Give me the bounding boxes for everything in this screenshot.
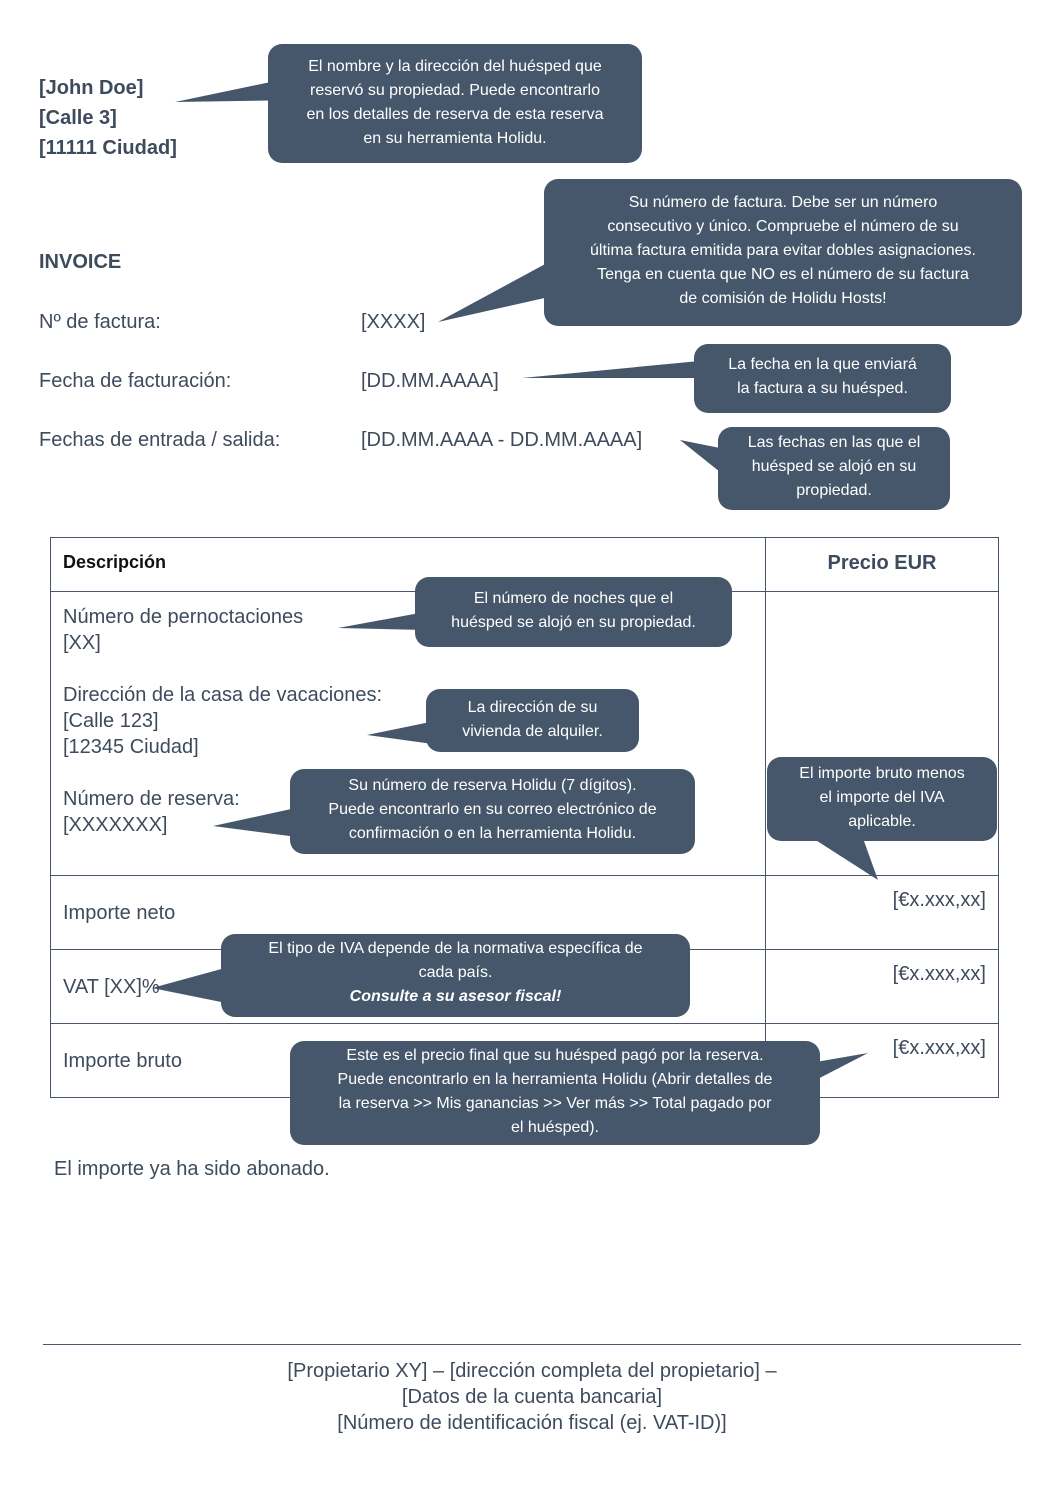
guest-address <box>39 73 177 163</box>
footer-bank: [Datos de la cuenta bancaria] <box>401 1386 663 1408</box>
net-value: [€x.xxx,xx] <box>892 889 986 911</box>
callout-line: El importe bruto menos <box>799 765 965 782</box>
callout-address <box>426 689 639 752</box>
nights-label: Número de pernoctaciones <box>63 606 304 628</box>
callout-line: la factura a su huésped. <box>737 380 908 397</box>
footer-tax-id: [Número de identificación fiscal (ej. VAT-ID)] <box>337 1412 727 1434</box>
callout-line: última factura emitida para evitar dobles asignaciones. <box>590 242 976 259</box>
callout-line: de comisión de Holidu Hosts! <box>679 290 887 307</box>
callout-line: vivienda de alquiler. <box>462 723 603 740</box>
gross-value: [€x.xxx,xx] <box>892 1037 986 1059</box>
address-city: [12345 Ciudad] <box>63 736 199 758</box>
table-border-left <box>50 537 51 1098</box>
callout-line: en los detalles de reserva de esta reserva <box>306 106 604 123</box>
booking-block <box>63 786 240 838</box>
guest-city: [11111 Ciudad] <box>39 137 177 159</box>
stay-dates-label: Fechas de entrada / salida: <box>39 429 281 451</box>
footer <box>0 1358 1064 1436</box>
booking-label: Número de reserva: <box>63 788 240 810</box>
callout-line: en su herramienta Holidu. <box>363 130 547 147</box>
callout-line: El número de noches que el <box>473 590 674 607</box>
callout-vat <box>221 934 690 1017</box>
nights-value: [XX] <box>63 632 101 654</box>
net-label: Importe neto <box>63 902 176 924</box>
callout-nights <box>415 577 732 647</box>
callout-line: la reserva >> Mis ganancias >> Ver más >> Total pagado por <box>338 1095 772 1112</box>
callout-line: reservó su propiedad. Puede encontrarlo <box>310 82 600 99</box>
callout-line: La fecha en la que enviará <box>728 356 917 373</box>
gross-label: Importe bruto <box>63 1050 182 1072</box>
callout-invoice-date <box>694 344 951 413</box>
callout-line: El tipo de IVA depende de la normativa específica de <box>268 940 643 957</box>
address-block <box>63 682 382 760</box>
vat-label: VAT [XX]% <box>63 976 160 998</box>
callout-guest <box>268 44 642 163</box>
callout-line: Su número de factura. Debe ser un número <box>628 194 938 211</box>
invoice-date-label: Fecha de facturación: <box>39 370 232 392</box>
callout-line: huésped se alojó en su propiedad. <box>451 614 696 631</box>
guest-street: [Calle 3] <box>39 107 117 129</box>
vat-value: [€x.xxx,xx] <box>892 963 986 985</box>
callout-line: aplicable. <box>848 813 916 830</box>
table-border-top <box>50 537 999 538</box>
table-row-divider <box>50 875 999 876</box>
callout-invoice-number <box>544 179 1022 326</box>
callout-line: consecutivo y único. Compruebe el número de su <box>607 218 959 235</box>
callout-tail-invoice-date <box>522 360 710 378</box>
table-border-right <box>998 537 999 1098</box>
invoice-number-value: [XXXX] <box>361 311 426 333</box>
col-header-price: Precio EUR <box>827 552 937 574</box>
table-column-divider <box>765 537 766 1098</box>
callout-stay-dates <box>718 427 950 510</box>
table-row-divider <box>50 1023 999 1024</box>
nights-block <box>63 604 303 656</box>
booking-value: [XXXXXXX] <box>63 814 168 836</box>
callout-line: Puede encontrarlo en su correo electrónico de <box>328 801 657 818</box>
callout-tail-nights <box>338 612 425 630</box>
callout-line: La dirección de su <box>467 699 598 716</box>
col-header-description: Descripción <box>63 552 167 572</box>
callout-line: Puede encontrarlo en la herramienta Holidu (Abrir detalles de <box>337 1071 773 1088</box>
callout-gross <box>290 1041 820 1145</box>
invoice-date-value: [DD.MM.AAAA] <box>361 370 499 392</box>
stay-dates-value: [DD.MM.AAAA - DD.MM.AAAA] <box>361 429 643 451</box>
callout-line: cada país. <box>418 964 493 981</box>
callout-booking <box>290 769 695 854</box>
callout-line: Tenga en cuenta que NO es el número de su factura <box>597 266 969 283</box>
invoice-heading: INVOICE <box>39 251 122 273</box>
address-label: Dirección de la casa de vacaciones: <box>63 684 383 706</box>
address-street: [Calle 123] <box>63 710 159 732</box>
callout-line: el huésped). <box>510 1119 600 1136</box>
callout-line: Las fechas en las que el <box>747 434 921 451</box>
footer-divider <box>43 1344 1021 1345</box>
callout-line: El nombre y la dirección del huésped que <box>308 58 602 75</box>
callout-line: propiedad. <box>796 482 872 499</box>
callout-line: huésped se alojó en su <box>751 458 917 475</box>
guest-name: [John Doe] <box>39 77 144 99</box>
callout-line: Este es el precio final que su huésped pagó por la reserva. <box>346 1047 764 1064</box>
invoice-number-label: Nº de factura: <box>39 311 161 333</box>
callout-line: el importe del IVA <box>819 789 945 806</box>
callout-line: confirmación o en la herramienta Holidu. <box>348 825 637 842</box>
footer-owner: [Propietario XY] – [dirección completa del propietario] – <box>287 1360 777 1382</box>
callout-emphasis: Consulte a su asesor fiscal! <box>349 988 562 1005</box>
callout-line: Su número de reserva Holidu (7 dígitos). <box>348 777 637 794</box>
callout-net <box>767 757 997 841</box>
paid-note: El importe ya ha sido abonado. <box>54 1158 330 1180</box>
